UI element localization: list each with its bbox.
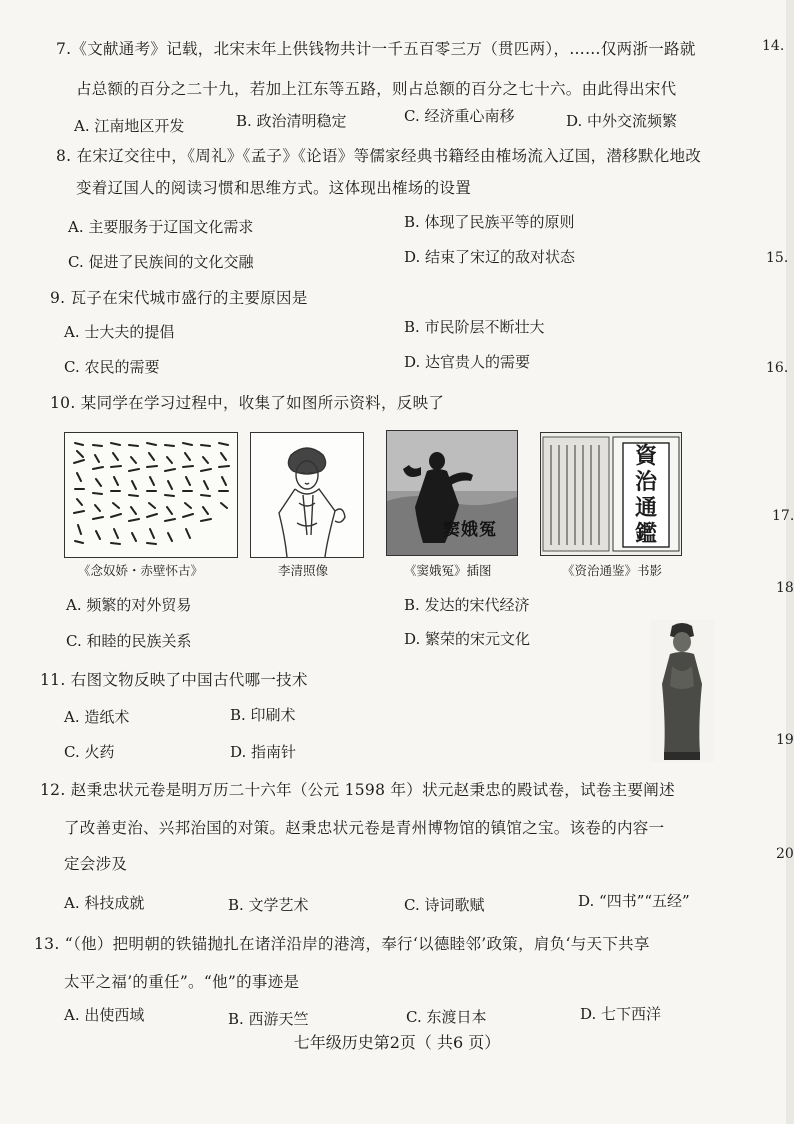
edge-number-14: 14.: [762, 38, 785, 54]
q12-stem-line2: 了改善吏治、兴邦治国的对策。赵秉忠状元卷是青州博物馆的镇馆之宝。该卷的内容一: [64, 819, 665, 837]
q8-option-c: C. 促进了民族间的文化交融: [68, 253, 254, 271]
q12-option-a: A. 科技成就: [64, 894, 145, 912]
q11-option-c: C. 火药: [64, 743, 115, 761]
book-title: [626, 443, 666, 547]
q9-option-c: C. 农民的需要: [64, 358, 160, 376]
edge-number-20: 20: [776, 846, 794, 862]
q8-option-d: D. 结束了宋辽的敌对状态: [404, 248, 576, 266]
q7-option-b: B. 政治清明稳定: [236, 112, 347, 130]
q11-option-d: D. 指南针: [230, 743, 297, 761]
edge-number-18: 18: [776, 580, 794, 596]
q11-option-a: A. 造纸术: [64, 708, 130, 726]
q10-caption-4: 《资治通鉴》书影: [562, 563, 663, 578]
q7-option-a: A. 江南地区开发: [74, 117, 185, 135]
q10-option-a: A. 频繁的对外贸易: [66, 596, 192, 614]
edge-number-19: 19: [776, 732, 794, 748]
page-footer: 七年级历史第2页（ 共6 页）: [293, 1033, 501, 1052]
book-title-char-3: 通: [634, 495, 657, 521]
q12-stem-line1: 12. 赵秉忠状元卷是明万历二十六年（公元 1598 年）状元赵秉忠的殿试卷，试卷主要阐述: [40, 781, 675, 799]
edge-number-17: 17.: [772, 508, 794, 524]
q11-stem: 11. 右图文物反映了中国古代哪一技术: [40, 671, 308, 689]
q10-option-b: B. 发达的宋代经济: [404, 596, 530, 614]
q13-stem-line2: 太平之福’的重任”。“他”的事迹是: [64, 973, 300, 991]
q13-option-b: B. 西游天竺: [228, 1010, 309, 1028]
q11-artifact-figurine: [650, 620, 714, 762]
q10-caption-2: 李清照像: [278, 563, 329, 578]
q10-figure-book: [540, 432, 682, 556]
q10-figure-portrait: [250, 432, 364, 558]
q12-option-b: B. 文学艺术: [228, 896, 309, 914]
q7-option-c: C. 经济重心南移: [404, 107, 515, 125]
book-title-char-2: 治: [634, 469, 657, 495]
q9-option-a: A. 士大夫的提倡: [64, 323, 175, 341]
edge-number-16: 16.: [766, 360, 789, 376]
book-title-char-4: 鑑: [634, 521, 657, 547]
q13-option-d: D. 七下西洋: [580, 1005, 662, 1023]
page-edge: [786, 0, 794, 1124]
q10-illustration-title: 窦娥冤: [443, 520, 497, 540]
q13-option-c: C. 东渡日本: [406, 1008, 487, 1026]
q7-option-d: D. 中外交流频繁: [566, 112, 678, 130]
q9-stem: 9. 瓦子在宋代城市盛行的主要原因是: [50, 289, 308, 307]
q9-option-b: B. 市民阶层不断壮大: [404, 318, 545, 336]
q13-option-a: A. 出使西域: [64, 1006, 145, 1024]
q10-caption-3: 《窦娥冤》插图: [404, 563, 492, 578]
q12-stem-line3: 定会涉及: [64, 855, 128, 873]
q7-stem-line2: 占总额的百分之二十九，若加上江东等五路，则占总额的百分之七十六。由此得出宋代: [76, 80, 677, 98]
q11-option-b: B. 印刷术: [230, 706, 296, 724]
q10-option-d: D. 繁荣的宋元文化: [404, 630, 531, 648]
q8-option-b: B. 体现了民族平等的原则: [404, 213, 575, 231]
book-title-char-1: 資: [634, 443, 657, 469]
q8-stem-line2: 变着辽国人的阅读习惯和思维方式。这体现出榷场的设置: [76, 179, 472, 197]
q8-option-a: A. 主要服务于辽国文化需求: [68, 218, 254, 236]
q10-stem: 10. 某同学在学习过程中，收集了如图所示资料，反映了: [50, 394, 445, 412]
q13-stem-line1: 13. “（他）把明朝的铁锚抛扎在诸洋沿岸的港湾，奉行‘以德睦邻’政策，肩负‘与天下共享: [34, 935, 650, 953]
q8-stem-line1: 8. 在宋辽交往中，《周礼》《孟子》《论语》等儒家经典书籍经由榷场流入辽国，潜移默化地改: [56, 147, 702, 165]
edge-number-15: 15.: [766, 250, 789, 266]
q10-option-c: C. 和睦的民族关系: [66, 632, 192, 650]
q10-caption-1: 《念奴娇・赤壁怀古》: [78, 563, 204, 578]
q12-option-d: D. “四书”“五经”: [578, 892, 690, 910]
q10-figure-calligraphy: [64, 432, 238, 558]
q10-figure-illustration: [386, 430, 518, 556]
q9-option-d: D. 达官贵人的需要: [404, 353, 531, 371]
q7-stem-line1: 7.《文献通考》记载，北宋末年上供钱物共计一千五百零三万（贯匹两），……仅两浙一路就: [56, 40, 696, 58]
q12-option-c: C. 诗词歌赋: [404, 896, 485, 914]
